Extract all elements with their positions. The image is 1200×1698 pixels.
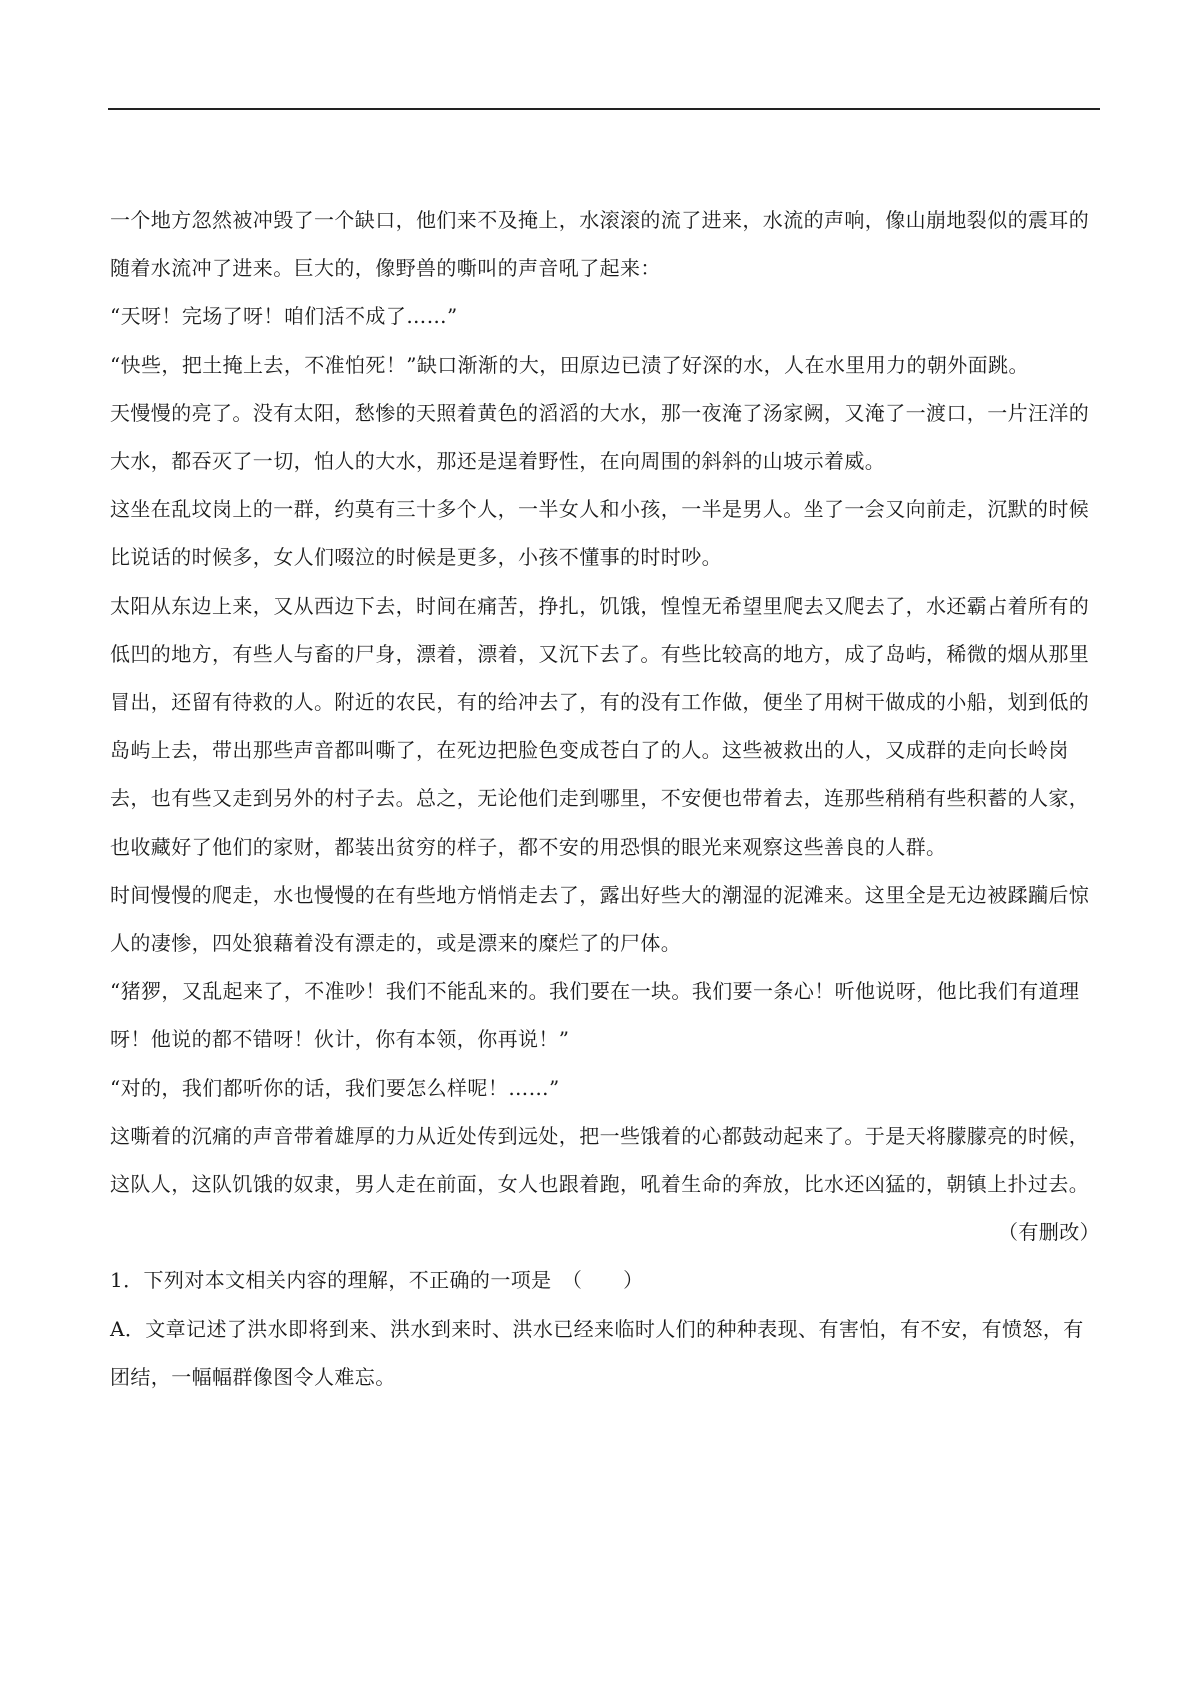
passage-paragraph: “天呀！完场了呀！咱们活不成了……” [110,304,458,329]
option-a: A．文章记述了洪水即将到来、洪水到来时、洪水已经来临时人们的种种表现、有害怕，有不安，有愤怒，有团结，一幅幅群像图令人难忘。 [110,1316,1084,1389]
passage-paragraph: 太阳从东边上来，又从西边下去，时间在痛苦，挣扎，饥饿，惶惶无希望里爬去又爬去了，水还霸占着所有的低凹的地方，有些人与畜的尸身，漂着，漂着，又沉下去了。有些比较高的地方，成了岛屿，稀微的烟从那里冒出，还留有待救的人。附近的农民，有的给冲去了，有的没有工作做，便坐了用树干做成的小船，划到低的岛屿上去，带出那些声音都叫嘶了，在死边把脸色变成苍白了的人。这些被救出的人，又成群的走向长岭岗去，也有些又走到另外的村子去。总之，无论他们走到哪里，不安便也带着去，连那些稍稍有些积蓄的人家，也收藏好了他们的家财，都装出贫穷的样子，都不安的用恐惧的眼光来观察这些善良的人群。 [110,593,1090,859]
passage-paragraph: “猪猡，又乱起来了，不准吵！我们不能乱来的。我们要在一块。我们要一条心！听他说呀，他比我们有道理呀！他说的都不错呀！伙计，你有本领，你再说！” [110,979,1080,1052]
question-stem: 1．下列对本文相关内容的理解，不正确的一项是 （ ） [110,1268,644,1293]
passage-paragraph: 这坐在乱坟岗上的一群，约莫有三十多个人，一半女人和小孩，一半是男人。坐了一会又向前走，沉默的时候比说话的时候多，女人们啜泣的时候是更多，小孩不懂事的时时吵。 [110,497,1090,570]
passage-paragraph: “快些，把土掩上去，不准怕死！”缺口渐渐的大，田原边已渍了好深的水，人在水里用力的朝外面跳。 [110,352,1029,377]
passage-paragraph: “对的，我们都听你的话，我们要怎么样呢！……” [110,1075,560,1100]
passage-paragraph: 时间慢慢的爬走，水也慢慢的在有些地方悄悄走去了，露出好些大的潮湿的泥滩来。这里全是无边被蹂躏后惊人的凄惨，四处狼藉着没有漂走的，或是漂来的糜烂了的尸体。 [110,882,1090,956]
passage-paragraph: 这嘶着的沉痛的声音带着雄厚的力从近处传到远处，把一些饿着的心都鼓动起来了。于是天将朦朦亮的时候，这队人，这队饥饿的奴隶，男人走在前面，女人也跟着跑，吼着生命的奔放，比水还凶猛的，朝镇上扑过去。 [110,1123,1090,1197]
passage-body [110,196,1100,1401]
passage-paragraph: 一个地方忽然被冲毁了一个缺口，他们来不及掩上，水滚滚的流了进来，水流的声响，像山崩地裂似的震耳的随着水流冲了进来。巨大的，像野兽的嘶叫的声音吼了起来： [110,208,1090,281]
header-rule [108,108,1100,110]
passage-paragraph: 天慢慢的亮了。没有太阳，愁惨的天照着黄色的滔滔的大水，那一夜淹了汤家阙，又淹了一渡口，一片汪洋的大水，都吞灭了一切，怕人的大水，那还是逞着野性，在向周围的斜斜的山坡示着威。 [110,400,1090,474]
question-1 [110,1256,1100,1401]
source-note: （有删改） [998,1220,1100,1245]
